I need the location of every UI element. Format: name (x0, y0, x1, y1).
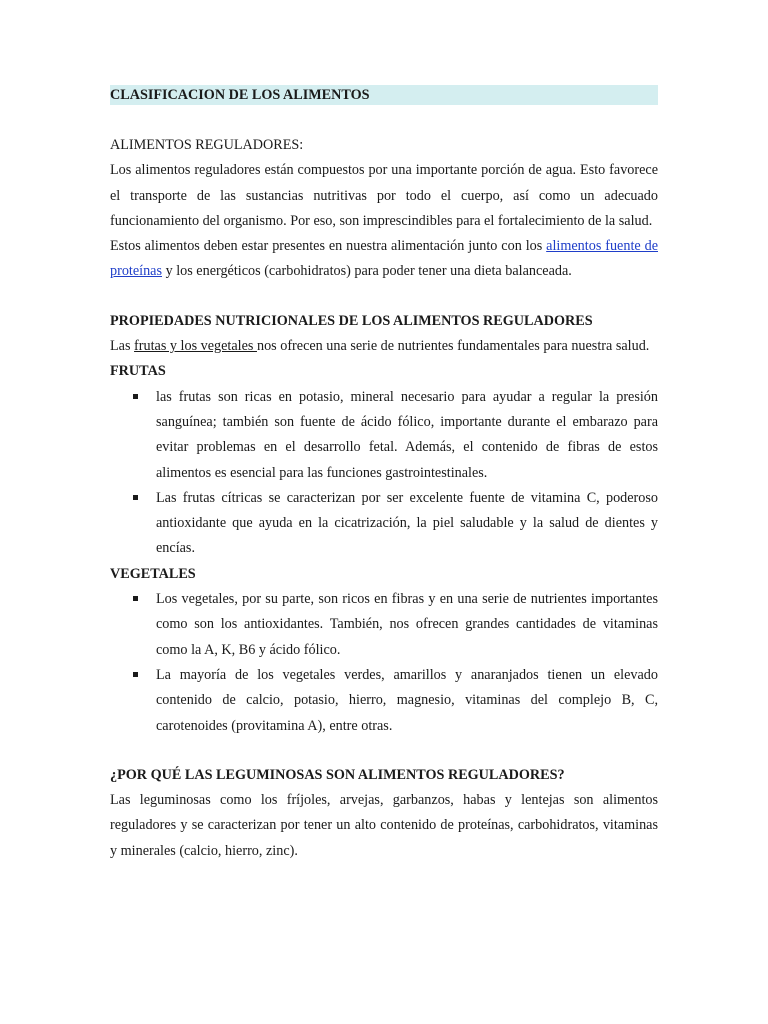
heading-leguminosas: ¿POR QUÉ LAS LEGUMINOSAS SON ALIMENTOS REGULADORES? (110, 766, 565, 783)
bullet-icon (133, 596, 138, 601)
document-title: CLASIFICACION DE LOS ALIMENTOS (110, 85, 658, 105)
frutas-list (110, 385, 658, 562)
intro-paragraph: Los alimentos reguladores están compuestos por una importante porción de agua. Esto favorece el transporte de las sustancias nutritivas por todo el cuerpo, así como un adecuado funcionamiento del organismo. Por eso, son imprescindibles para el fortalecimiento de la salud. (110, 162, 658, 229)
list-item (110, 486, 658, 562)
document-page (110, 84, 658, 864)
list-item (110, 385, 658, 486)
intro-paragraph-2 (110, 234, 658, 285)
list-item-text: Los vegetales, por su parte, son ricos en fibras y en una serie de nutrientes importantes como son los antioxidantes. También, nos ofrecen grandes cantidades de vitaminas como la A, K, B6 y ácido fólico. (156, 591, 658, 658)
proteins-link[interactable]: alimentos fuente de proteínas (110, 238, 658, 280)
intro-text-after-link: y los energéticos (carbohidratos) para poder tener una dieta balanceada. (162, 263, 572, 280)
list-item (110, 663, 658, 739)
propiedades-paragraph (110, 334, 658, 359)
heading-vegetales: VEGETALES (110, 565, 196, 582)
bullet-icon (133, 394, 138, 399)
bullet-icon (133, 672, 138, 677)
section-subtitle: ALIMENTOS REGULADORES: (110, 137, 304, 153)
heading-propiedades: PROPIEDADES NUTRICIONALES DE LOS ALIMENTOS REGULADORES (110, 312, 593, 329)
intro-text-before-link: Estos alimentos deben estar presentes en nuestra alimentación junto con los (110, 238, 547, 255)
leguminosas-paragraph: Las leguminosas como los fríjoles, arvejas, garbanzos, habas y lentejas son alimentos reguladores y se caracterizan por tener un alto contenido de proteínas, carbohidratos, vitaminas y minerales (calcio, hierro, zinc). (110, 792, 658, 859)
propiedades-text-after: nos ofrecen una serie de nutrientes fundamentales para nuestra salud. (256, 338, 650, 355)
underlined-text: frutas y los vegetales (134, 338, 257, 355)
list-item-text: La mayoría de los vegetales verdes, amarillos y anaranjados tienen un elevado contenido de calcio, potasio, hierro, magnesio, vitaminas del complejo B, C, carotenoides (provitamina A), entre otras. (156, 666, 658, 734)
list-item (110, 587, 658, 663)
propiedades-text-before: Las (110, 338, 135, 355)
vegetales-list (110, 587, 658, 739)
list-item-text: las frutas son ricas en potasio, mineral necesario para ayudar a regular la presión sanguínea; también son fuente de ácido fólico, importante durante el embarazo para evitar problemas en el desarrollo fetal. Además, el contenido de fibras de estos alimentos es esencial para las funciones gastrointestinales. (156, 388, 658, 481)
heading-frutas: FRUTAS (110, 363, 166, 380)
bullet-icon (133, 495, 138, 500)
list-item-text: Las frutas cítricas se caracterizan por ser excelente fuente de vitamina C, poderoso antioxidante que ayuda en la cicatrización, la piel saludable y la salud de dientes y encías. (156, 489, 658, 557)
